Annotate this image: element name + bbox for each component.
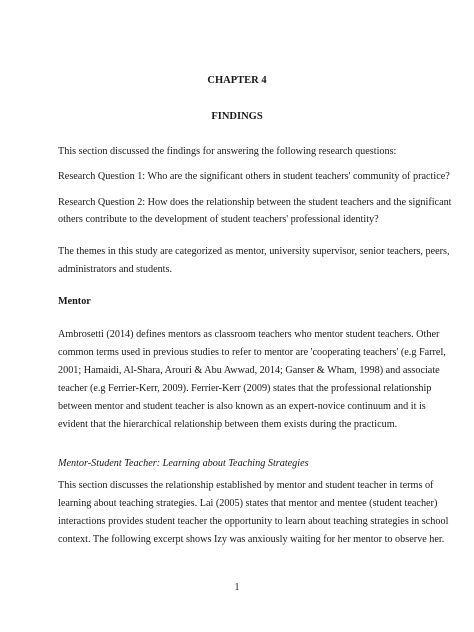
chapter-label: CHAPTER 4 <box>207 75 267 86</box>
intro-text: This section discussed the findings for answering the following research questions: <box>58 146 397 157</box>
mentor-heading: Mentor <box>58 296 91 307</box>
strategies-paragraph-line-4: context. The following excerpt shows Izy was anxiously waiting for her mentor to observe her. <box>58 534 445 545</box>
mentor-paragraph-line-6: evident that the hierarchical relationship between them exists during the practicum. <box>58 419 398 430</box>
mentor-paragraph-line-2: common terms used in previous studies to refer to mentor are 'cooperating teachers' (e.g Farrel, <box>58 347 446 358</box>
page-number: 1 <box>234 582 240 593</box>
strategies-paragraph-line-1: This section discusses the relationship established by mentor and student teacher in terms of <box>58 480 434 491</box>
mentor-paragraph-line-4: teacher (e.g Ferrier-Kerr, 2009). Ferrier-Kerr (2009) states that the professional relationship <box>58 383 432 394</box>
mentor-paragraph-line-1: Ambrosetti (2014) defines mentors as classroom teachers who mentor student teachers. Other <box>58 329 440 340</box>
research-question-1: Research Question 1: Who are the significant others in student teachers' community of practice? <box>58 171 450 182</box>
strategies-paragraph-line-3: interactions provides student teacher the opportunity to learn about teaching strategies in school <box>58 516 449 527</box>
mentor-paragraph-line-3: 2001; Hamaidi, Al-Shara, Arouri & Abu Awwad, 2014; Ganser & Wham, 1998) and associate <box>58 365 440 376</box>
research-question-2-line-2: others contribute to the development of student teachers' professional identity? <box>58 214 379 225</box>
themes-line-1: The themes in this study are categorized as mentor, university supervisor, senior teachers, peers, <box>58 246 450 257</box>
strategies-subheading: Mentor-Student Teacher: Learning about Teaching Strategies <box>58 458 309 469</box>
mentor-paragraph-line-5: between mentor and student teacher is also known as an expert-novice continuum and it is <box>58 401 426 412</box>
research-question-2-line-1: Research Question 2: How does the relationship between the student teachers and the significant <box>58 197 452 208</box>
strategies-paragraph-line-2: learning about teaching strategies. Lai (2005) states that mentor and mentee (student teacher) <box>58 498 438 509</box>
themes-line-2: administrators and students. <box>58 264 173 275</box>
page-title: FINDINGS <box>211 111 263 122</box>
